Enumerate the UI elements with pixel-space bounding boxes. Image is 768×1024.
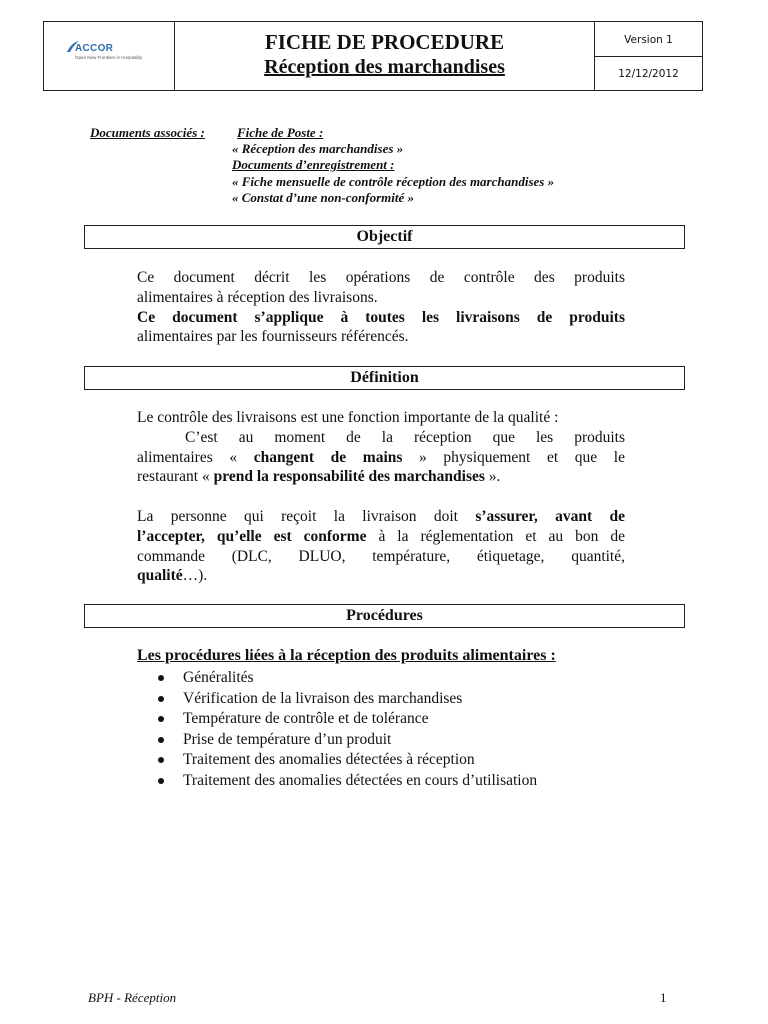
objectif-line-1: Ce document décrit les opérations de contrôle des produits	[137, 269, 625, 286]
header-table	[43, 21, 703, 91]
version-label: Version 1	[595, 22, 702, 57]
definition-line-6a: l’accepter, qu’elle est conforme	[137, 527, 367, 545]
title-cell	[175, 22, 595, 90]
job-sheet-label-text: Fiche de Poste :	[237, 125, 324, 140]
list-item-text: Vérification de la livraison des marchandises	[183, 689, 463, 707]
definition-line-5a: La personne qui reçoit la livraison doit	[137, 507, 458, 525]
definition-line-8b: …).	[182, 567, 208, 585]
definition-line-3b: changent de mains	[253, 448, 403, 466]
definition-line-8	[137, 566, 625, 586]
definition-line-4	[137, 467, 625, 487]
associated-docs-label	[90, 125, 205, 142]
bullet-icon	[158, 778, 164, 784]
list-item	[158, 689, 537, 710]
section-heading-definition: Définition	[84, 366, 685, 390]
list-item	[158, 668, 537, 689]
logo-tagline: Open New Frontiers in Hospitality	[75, 55, 143, 60]
objectif-line-4: alimentaires par les fournisseurs référencés.	[137, 328, 409, 346]
records-item-1: « Fiche mensuelle de contrôle réception des marchandises »	[232, 174, 555, 189]
document-title: FICHE DE PROCEDURE	[264, 30, 505, 54]
meta-cell	[595, 22, 702, 90]
page-number: 1	[660, 990, 667, 1005]
accor-logo	[66, 40, 166, 74]
definition-line-7: commande (DLC, DLUO, température, étiquetage, quantité,	[137, 547, 625, 565]
footer-label: BPH - Réception	[88, 990, 177, 1005]
date-label: 12/12/2012	[618, 68, 679, 80]
objectif-line-3: Ce document s’applique à toutes les livraisons de produits	[137, 308, 625, 326]
definition-paragraph	[137, 408, 625, 586]
job-sheet-item: « Réception des marchandises »	[232, 141, 404, 156]
objectif-paragraph	[137, 268, 625, 347]
definition-line-4c: ».	[488, 468, 501, 486]
definition-spacer	[137, 487, 625, 507]
definition-line-5b: s’assurer, avant de	[475, 507, 625, 525]
logo-cell	[44, 22, 175, 90]
logo-name: ACCOR	[75, 43, 114, 54]
definition-line-2: C’est au moment de la réception que les produits	[185, 428, 625, 446]
objectif-line-2: alimentaires à réception des livraisons.	[137, 288, 378, 306]
definition-line-3c: » physiquement et que le	[419, 448, 625, 466]
list-item-text: Traitement des anomalies détectées à réception	[183, 751, 475, 769]
definition-line-6b: à la réglementation et au bon de	[378, 527, 626, 545]
section-heading-procedures: Procédures	[84, 604, 685, 628]
bullet-icon	[158, 737, 164, 743]
bullet-icon	[158, 716, 164, 722]
list-item-text: Température de contrôle et de tolérance	[183, 710, 429, 728]
definition-line-4a: restaurant «	[137, 468, 210, 486]
list-item-text: Traitement des anomalies détectées en cours d’utilisation	[183, 771, 538, 789]
definition-line-6	[137, 527, 625, 547]
list-item	[158, 750, 537, 771]
definition-line-4b: prend la responsabilité des marchandises	[213, 468, 485, 486]
definition-line-5	[137, 507, 625, 527]
definition-line-3	[137, 448, 625, 468]
records-label	[232, 157, 395, 174]
list-item-text: Généralités	[183, 669, 254, 686]
procedures-list	[158, 668, 537, 792]
definition-line-1: Le contrôle des livraisons est une fonction importante de la qualité :	[137, 409, 559, 426]
job-sheet-label	[237, 125, 323, 142]
records-item-2: « Constat d’une non-conformité »	[232, 190, 415, 205]
associated-docs-label-text: Documents associés :	[90, 125, 205, 140]
list-item-text: Prise de température d’un produit	[183, 730, 392, 748]
document-subtitle	[175, 55, 594, 79]
list-item	[158, 771, 537, 792]
bullet-icon	[158, 757, 164, 763]
list-item	[158, 730, 537, 751]
bullet-icon	[158, 675, 164, 681]
definition-line-8a: qualité	[137, 567, 183, 585]
list-item	[158, 709, 537, 730]
procedures-intro: Les procédures liées à la réception des produits alimentaires :	[137, 647, 556, 664]
bullet-icon	[158, 696, 164, 702]
section-heading-objectif: Objectif	[84, 225, 685, 249]
records-label-text: Documents d’enregistrement :	[232, 157, 395, 172]
definition-line-3a: alimentaires «	[137, 448, 238, 466]
document-subtitle-text: Réception des marchandises	[264, 56, 505, 78]
